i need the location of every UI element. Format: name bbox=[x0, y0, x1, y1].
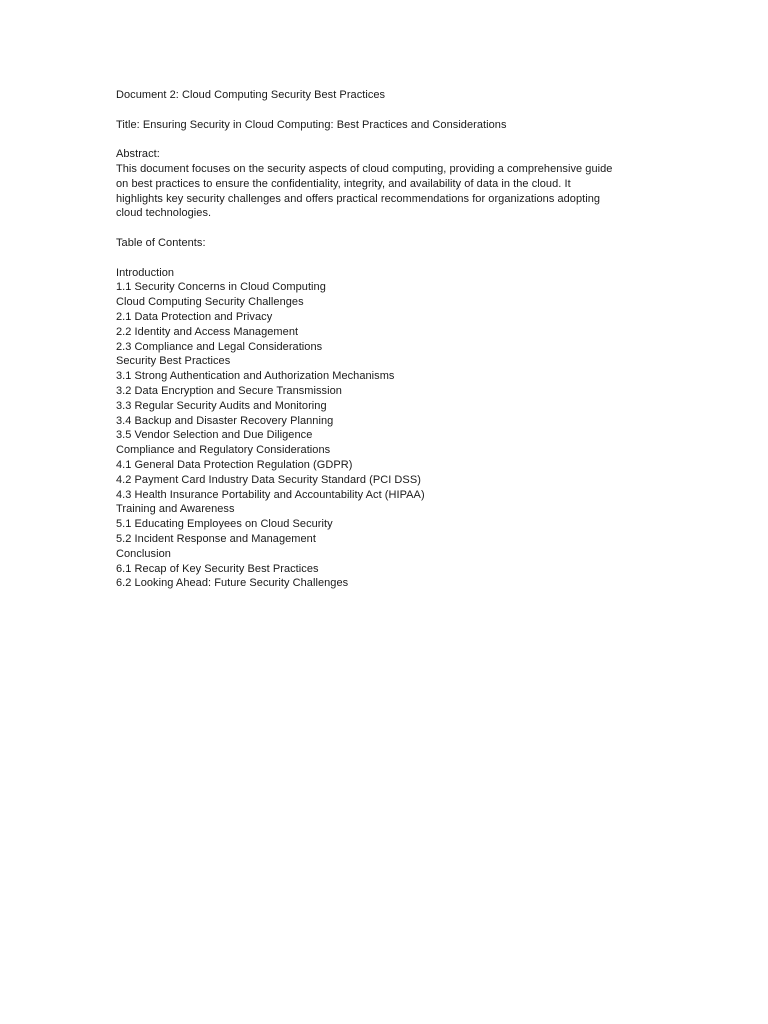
spacer bbox=[116, 132, 656, 147]
toc-item: 3.3 Regular Security Audits and Monitoring bbox=[116, 399, 327, 412]
toc-item: 4.1 General Data Protection Regulation (GDPR) bbox=[116, 458, 353, 471]
table-of-contents bbox=[116, 266, 656, 592]
toc-item: 5.2 Incident Response and Management bbox=[116, 532, 316, 545]
spacer bbox=[116, 251, 656, 266]
toc-item: Cloud Computing Security Challenges bbox=[116, 296, 304, 309]
toc-item: Introduction bbox=[116, 266, 175, 279]
abstract-line: on best practices to ensure the confidentiality, integrity, and availability of data in the cloud. It bbox=[116, 177, 571, 190]
document-title: Title: Ensuring Security in Cloud Computing: Best Practices and Considerations bbox=[116, 118, 507, 131]
toc-item: Conclusion bbox=[116, 547, 171, 560]
abstract-heading: Abstract: bbox=[116, 148, 160, 161]
toc-heading: Table of Contents: bbox=[116, 236, 206, 249]
toc-item: 3.5 Vendor Selection and Due Diligence bbox=[116, 429, 313, 442]
toc-item: 4.2 Payment Card Industry Data Security Standard (PCI DSS) bbox=[116, 473, 421, 486]
toc-item: 6.1 Recap of Key Security Best Practices bbox=[116, 562, 319, 575]
toc-item: 6.2 Looking Ahead: Future Security Challenges bbox=[116, 577, 349, 590]
toc-item: 2.1 Data Protection and Privacy bbox=[116, 310, 273, 323]
document-body bbox=[116, 88, 656, 591]
document-label: Document 2: Cloud Computing Security Best Practices bbox=[116, 89, 386, 101]
toc-item: 2.3 Compliance and Legal Considerations bbox=[116, 340, 323, 353]
toc-item: 2.2 Identity and Access Management bbox=[116, 325, 299, 338]
toc-item: 1.1 Security Concerns in Cloud Computing bbox=[116, 281, 326, 294]
spacer bbox=[116, 221, 656, 236]
toc-item: Training and Awareness bbox=[116, 503, 235, 516]
toc-item: Security Best Practices bbox=[116, 355, 231, 368]
toc-item: 3.1 Strong Authentication and Authorization Mechanisms bbox=[116, 370, 395, 383]
toc-item: 3.2 Data Encryption and Secure Transmission bbox=[116, 384, 342, 397]
spacer bbox=[116, 103, 656, 118]
toc-item: 3.4 Backup and Disaster Recovery Planning bbox=[116, 414, 334, 427]
toc-item: 5.1 Educating Employees on Cloud Security bbox=[116, 518, 333, 531]
abstract-line: This document focuses on the security aspects of cloud computing, providing a comprehensive guide bbox=[116, 162, 613, 175]
toc-item: 4.3 Health Insurance Portability and Accountability Act (HIPAA) bbox=[116, 488, 425, 501]
toc-item: Compliance and Regulatory Considerations bbox=[116, 444, 331, 457]
abstract-line: highlights key security challenges and offers practical recommendations for organizations adopting bbox=[116, 192, 601, 205]
abstract-line: cloud technologies. bbox=[116, 207, 212, 220]
abstract-text bbox=[116, 162, 648, 221]
